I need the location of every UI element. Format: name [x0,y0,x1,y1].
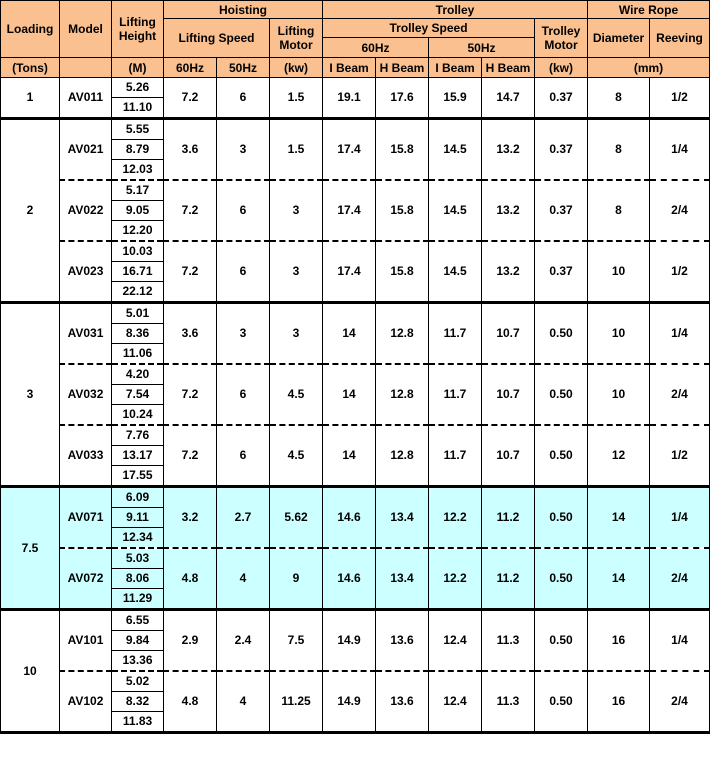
lifting-height-cell: 7.54 [112,385,164,405]
model-cell: AV022 [60,180,112,241]
loading-group [1,487,710,610]
trolley-hbeam-50hz-cell: 10.7 [482,364,535,425]
trolley-ibeam-60hz-cell: 17.4 [323,180,376,241]
rope-reeving-cell: 2/4 [650,364,710,425]
header-60hz: 60Hz [323,38,429,58]
unit-hbeam-50: H Beam [482,58,535,78]
trolley-hbeam-60hz-cell: 12.8 [376,303,429,365]
trolley-hbeam-60hz-cell: 17.6 [376,78,429,119]
lifting-height-cell: 11.29 [112,589,164,610]
trolley-ibeam-60hz-cell: 14.6 [323,487,376,549]
lifting-speed-60hz-cell: 3.6 [164,119,217,181]
lifting-speed-60hz-cell: 2.9 [164,610,217,672]
model-cell: AV101 [60,610,112,672]
trolley-hbeam-60hz-cell: 13.4 [376,548,429,610]
lifting-height-cell: 22.12 [112,282,164,303]
lifting-height-cell: 6.09 [112,487,164,508]
trolley-hbeam-50hz-cell: 13.2 [482,180,535,241]
rope-diameter-cell: 14 [588,548,650,610]
lifting-speed-50hz-cell: 6 [217,78,270,119]
trolley-motor-cell: 0.37 [535,180,588,241]
lifting-speed-50hz-cell: 2.7 [217,487,270,549]
rope-reeving-cell: 1/4 [650,303,710,365]
lifting-height-cell: 8.32 [112,692,164,712]
rope-diameter-cell: 8 [588,180,650,241]
trolley-hbeam-50hz-cell: 11.2 [482,487,535,549]
rope-reeving-cell: 1/2 [650,425,710,487]
trolley-ibeam-50hz-cell: 11.7 [429,303,482,365]
trolley-motor-cell: 0.50 [535,487,588,549]
trolley-ibeam-60hz-cell: 14 [323,425,376,487]
loading-cell: 2 [1,119,60,303]
header-model: Model [60,1,112,58]
model-cell: AV072 [60,548,112,610]
lifting-speed-50hz-cell: 4 [217,548,270,610]
trolley-hbeam-50hz-cell: 11.2 [482,548,535,610]
lifting-speed-60hz-cell: 7.2 [164,78,217,119]
trolley-hbeam-50hz-cell: 13.2 [482,119,535,181]
rope-reeving-cell: 2/4 [650,671,710,733]
lifting-height-cell: 17.55 [112,466,164,487]
lifting-height-cell: 16.71 [112,262,164,282]
lifting-height-cell: 8.36 [112,324,164,344]
loading-group [1,119,710,303]
rope-diameter-cell: 8 [588,119,650,181]
rope-diameter-cell: 16 [588,671,650,733]
lifting-height-cell: 12.20 [112,221,164,242]
lifting-speed-60hz-cell: 4.8 [164,548,217,610]
lifting-speed-50hz-cell: 4 [217,671,270,733]
lifting-motor-cell: 1.5 [270,119,323,181]
rope-diameter-cell: 16 [588,610,650,672]
lifting-height-cell: 5.55 [112,119,164,140]
lifting-height-cell: 9.84 [112,631,164,651]
trolley-ibeam-60hz-cell: 14.9 [323,671,376,733]
model-cell: AV102 [60,671,112,733]
rope-diameter-cell: 8 [588,78,650,119]
model-cell: AV071 [60,487,112,549]
loading-cell: 10 [1,610,60,733]
trolley-motor-cell: 0.37 [535,241,588,303]
lifting-speed-50hz-cell: 6 [217,241,270,303]
table-row [1,671,710,692]
lifting-motor-cell: 9 [270,548,323,610]
trolley-ibeam-50hz-cell: 12.4 [429,671,482,733]
table-row [1,241,710,262]
trolley-ibeam-50hz-cell: 14.5 [429,119,482,181]
header-reeving: Reeving [650,19,710,58]
lifting-speed-60hz-cell: 7.2 [164,364,217,425]
loading-group [1,78,710,119]
loading-cell: 7.5 [1,487,60,610]
lifting-motor-cell: 3 [270,241,323,303]
trolley-ibeam-60hz-cell: 14 [323,303,376,365]
unit-tons: (Tons) [1,58,60,78]
lifting-motor-cell: 4.5 [270,425,323,487]
model-cell: AV023 [60,241,112,303]
lifting-height-cell: 8.06 [112,569,164,589]
trolley-hbeam-60hz-cell: 15.8 [376,241,429,303]
lifting-speed-50hz-cell: 2.4 [217,610,270,672]
lifting-height-cell: 13.17 [112,446,164,466]
header-trolley-speed: Trolley Speed [323,19,535,38]
lifting-height-cell: 5.02 [112,671,164,692]
lifting-height-cell: 10.24 [112,405,164,426]
header-lifting-motor: Lifting Motor [270,19,323,58]
rope-reeving-cell: 1/2 [650,78,710,119]
unit-kw: (kw) [270,58,323,78]
trolley-ibeam-60hz-cell: 14 [323,364,376,425]
lifting-height-cell: 4.20 [112,364,164,385]
trolley-ibeam-50hz-cell: 11.7 [429,425,482,487]
lifting-height-cell: 11.06 [112,344,164,365]
lifting-motor-cell: 3 [270,303,323,365]
unit-ibeam-60: I Beam [323,58,376,78]
table-header [1,1,710,78]
trolley-hbeam-60hz-cell: 15.8 [376,119,429,181]
trolley-ibeam-50hz-cell: 15.9 [429,78,482,119]
table-row [1,487,710,508]
lifting-height-cell: 6.55 [112,610,164,631]
trolley-hbeam-50hz-cell: 10.7 [482,303,535,365]
lifting-speed-60hz-cell: 4.8 [164,671,217,733]
model-cell: AV031 [60,303,112,365]
rope-reeving-cell: 1/4 [650,610,710,672]
lifting-motor-cell: 11.25 [270,671,323,733]
lifting-height-cell: 11.10 [112,98,164,119]
unit-ls-60hz: 60Hz [164,58,217,78]
trolley-ibeam-50hz-cell: 11.7 [429,364,482,425]
table-row [1,119,710,140]
header-hoisting: Hoisting [164,1,323,19]
loading-group [1,303,710,487]
trolley-motor-cell: 0.50 [535,364,588,425]
trolley-hbeam-50hz-cell: 10.7 [482,425,535,487]
unit-mm: (mm) [588,58,710,78]
trolley-hbeam-60hz-cell: 13.6 [376,610,429,672]
table-row [1,303,710,324]
rope-reeving-cell: 2/4 [650,180,710,241]
lifting-speed-60hz-cell: 3.6 [164,303,217,365]
trolley-hbeam-60hz-cell: 13.6 [376,671,429,733]
trolley-hbeam-50hz-cell: 11.3 [482,671,535,733]
lifting-speed-50hz-cell: 6 [217,425,270,487]
rope-reeving-cell: 1/4 [650,487,710,549]
unit-model-blank [60,58,112,78]
trolley-ibeam-60hz-cell: 19.1 [323,78,376,119]
model-cell: AV032 [60,364,112,425]
rope-reeving-cell: 1/4 [650,119,710,181]
trolley-hbeam-60hz-cell: 12.8 [376,425,429,487]
header-trolley-motor: Trolley Motor [535,19,588,58]
trolley-hbeam-60hz-cell: 12.8 [376,364,429,425]
trolley-motor-cell: 0.37 [535,78,588,119]
unit-hbeam-60: H Beam [376,58,429,78]
trolley-motor-cell: 0.50 [535,425,588,487]
trolley-ibeam-50hz-cell: 14.5 [429,180,482,241]
header-diameter: Diameter [588,19,650,58]
rope-reeving-cell: 2/4 [650,548,710,610]
lifting-height-cell: 12.34 [112,528,164,549]
table-row [1,180,710,201]
trolley-ibeam-60hz-cell: 14.6 [323,548,376,610]
header-50hz: 50Hz [429,38,535,58]
unit-ibeam-50: I Beam [429,58,482,78]
lifting-height-cell: 9.11 [112,508,164,528]
lifting-height-cell: 8.79 [112,140,164,160]
trolley-ibeam-60hz-cell: 14.9 [323,610,376,672]
rope-diameter-cell: 14 [588,487,650,549]
rope-diameter-cell: 10 [588,241,650,303]
loading-cell: 1 [1,78,60,119]
lifting-motor-cell: 1.5 [270,78,323,119]
loading-cell: 3 [1,303,60,487]
model-cell: AV011 [60,78,112,119]
lifting-speed-60hz-cell: 3.2 [164,487,217,549]
header-trolley: Trolley [323,1,588,19]
lifting-speed-60hz-cell: 7.2 [164,241,217,303]
rope-diameter-cell: 10 [588,303,650,365]
lifting-motor-cell: 4.5 [270,364,323,425]
lifting-height-cell: 7.76 [112,425,164,446]
lifting-speed-50hz-cell: 3 [217,119,270,181]
lifting-speed-50hz-cell: 6 [217,180,270,241]
rope-diameter-cell: 10 [588,364,650,425]
rope-diameter-cell: 12 [588,425,650,487]
lifting-height-cell: 5.17 [112,180,164,201]
unit-ls-50hz: 50Hz [217,58,270,78]
trolley-hbeam-60hz-cell: 15.8 [376,180,429,241]
header-lifting-height: Lifting Height [112,1,164,58]
lifting-motor-cell: 7.5 [270,610,323,672]
trolley-motor-cell: 0.37 [535,119,588,181]
lifting-speed-50hz-cell: 6 [217,364,270,425]
trolley-hbeam-50hz-cell: 13.2 [482,241,535,303]
lifting-height-cell: 12.03 [112,160,164,181]
table-row [1,548,710,569]
lifting-height-cell: 11.83 [112,712,164,733]
trolley-ibeam-50hz-cell: 12.4 [429,610,482,672]
lifting-speed-60hz-cell: 7.2 [164,180,217,241]
loading-group [1,610,710,733]
header-wire-rope: Wire Rope [588,1,710,19]
trolley-motor-cell: 0.50 [535,671,588,733]
trolley-motor-cell: 0.50 [535,610,588,672]
lifting-height-cell: 10.03 [112,241,164,262]
lifting-height-cell: 5.26 [112,78,164,98]
trolley-ibeam-60hz-cell: 17.4 [323,119,376,181]
model-cell: AV033 [60,425,112,487]
lifting-motor-cell: 5.62 [270,487,323,549]
header-loading: Loading [1,1,60,58]
trolley-motor-cell: 0.50 [535,548,588,610]
lifting-speed-60hz-cell: 7.2 [164,425,217,487]
lifting-motor-cell: 3 [270,180,323,241]
trolley-hbeam-60hz-cell: 13.4 [376,487,429,549]
trolley-ibeam-50hz-cell: 12.2 [429,487,482,549]
table-row [1,78,710,98]
rope-reeving-cell: 1/2 [650,241,710,303]
trolley-ibeam-50hz-cell: 12.2 [429,548,482,610]
lifting-speed-50hz-cell: 3 [217,303,270,365]
table-row [1,425,710,446]
trolley-ibeam-60hz-cell: 17.4 [323,241,376,303]
unit-kw-trolley: (kw) [535,58,588,78]
table-row [1,610,710,631]
trolley-ibeam-50hz-cell: 14.5 [429,241,482,303]
lifting-height-cell: 5.03 [112,548,164,569]
table-row [1,364,710,385]
trolley-hbeam-50hz-cell: 11.3 [482,610,535,672]
lifting-height-cell: 5.01 [112,303,164,324]
model-cell: AV021 [60,119,112,181]
trolley-motor-cell: 0.50 [535,303,588,365]
lifting-height-cell: 9.05 [112,201,164,221]
header-lifting-speed: Lifting Speed [164,19,270,58]
unit-m: (M) [112,58,164,78]
trolley-hbeam-50hz-cell: 14.7 [482,78,535,119]
lifting-height-cell: 13.36 [112,651,164,672]
